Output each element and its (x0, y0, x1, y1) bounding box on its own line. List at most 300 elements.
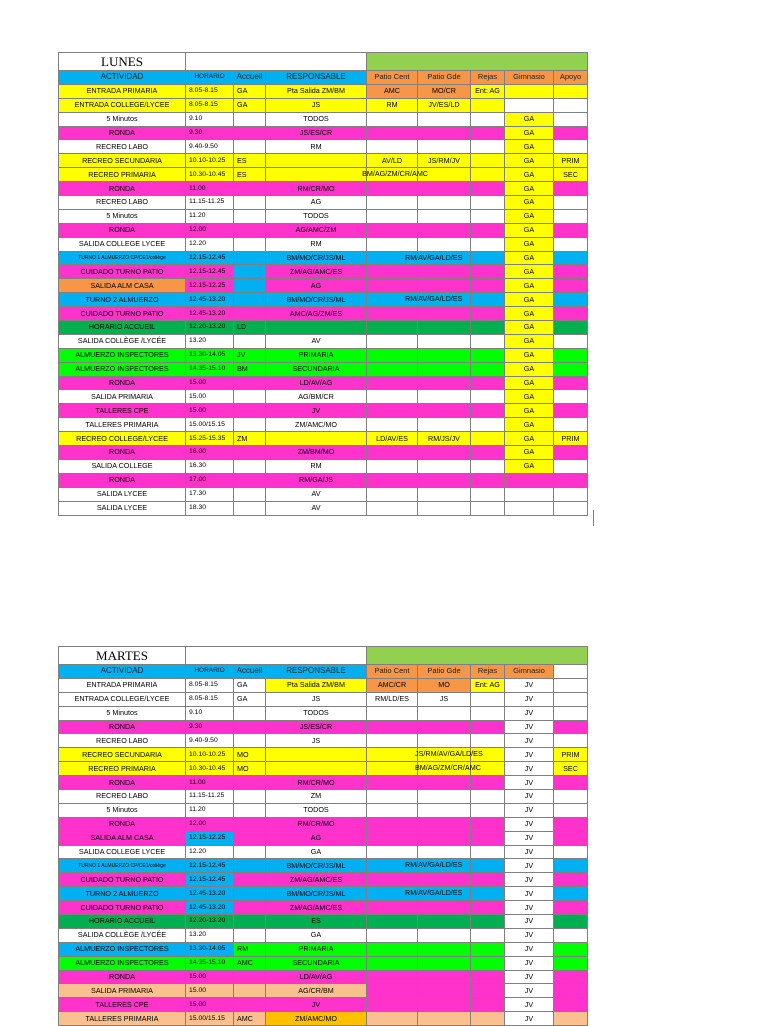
cell-responsible: ZM/AG/AMC/ES (266, 901, 367, 915)
cell-responsible: AG/AMC/ZM (266, 223, 367, 237)
cell-rejas (471, 901, 505, 915)
cell-gimnasio: GA (505, 251, 554, 265)
cell-time: 14.35-15.10 (186, 956, 234, 970)
cell-patio-cent (367, 473, 418, 487)
cell-responsible: ES (266, 915, 367, 929)
cell-responsible: AG (266, 831, 367, 845)
column-header-gimnasio: Gimnasio (505, 665, 554, 679)
cell-gimnasio: JV (505, 776, 554, 790)
cell-time: 8.05-8.15 (186, 678, 234, 692)
table-row (59, 803, 588, 817)
cell-patio-cent (367, 459, 418, 473)
cell-apoyo: PRIM (554, 748, 588, 762)
cell-responsible: AG/BM/CR (266, 390, 367, 404)
cell-activity: ENTRADA PRIMARIA (59, 84, 186, 98)
spanning-text: BM/AG/ZM/CR/AMC (415, 763, 481, 773)
cell-apoyo (554, 678, 588, 692)
spanning-text: JS/RM/AV/GA/LD/ES (415, 749, 483, 759)
cell-accueil: GA (234, 98, 266, 112)
cell-gimnasio: GA (505, 404, 554, 418)
cell-responsible (266, 748, 367, 762)
table-row (59, 748, 588, 762)
cell-responsible: Pta Salida ZM/BM (266, 678, 367, 692)
cell-patio-gde (418, 279, 471, 293)
cell-gimnasio: GA (505, 293, 554, 307)
cell-time: 8.05-8.15 (186, 692, 234, 706)
cell-patio-cent: AV/LD (367, 154, 418, 168)
cell-apoyo (554, 459, 588, 473)
cell-gimnasio: GA (505, 459, 554, 473)
cell-apoyo (554, 720, 588, 734)
cell-accueil (234, 265, 266, 279)
cell-rejas (471, 418, 505, 432)
cell-apoyo (554, 140, 588, 154)
column-header-gimnasio: Gimnasio (505, 71, 554, 85)
cell-gimnasio (505, 501, 554, 515)
cell-patio-gde (418, 182, 471, 196)
cell-time: 15.00 (186, 390, 234, 404)
cell-rejas (471, 984, 505, 998)
cell-rejas (471, 720, 505, 734)
cell-responsible: RM/CR/MO (266, 776, 367, 790)
cell-accueil (234, 182, 266, 196)
cell-accueil: JV (234, 348, 266, 362)
cell-patio-gde (418, 817, 471, 831)
cell-patio-cent (367, 915, 418, 929)
cell-activity: TURNO 2 ALMUERZO (59, 887, 186, 901)
cell-activity: TURNO 1 ALMUERZO CP/CE1/collège (59, 251, 186, 265)
table-row (59, 307, 588, 321)
cell-activity: ALMUERZO INSPECTORES (59, 348, 186, 362)
cell-patio-cent (367, 196, 418, 210)
cell-gimnasio: GA (505, 418, 554, 432)
table-row (59, 678, 588, 692)
cell-accueil (234, 998, 266, 1012)
cell-patio-gde (418, 376, 471, 390)
cell-time: 18.30 (186, 501, 234, 515)
table-row (59, 915, 588, 929)
cell-patio-cent (367, 390, 418, 404)
column-header-responsible: RESPONSABLE (266, 71, 367, 85)
table-row (59, 762, 588, 776)
cell-time: 12.20 (186, 237, 234, 251)
cell-patio-gde (418, 706, 471, 720)
cell-rejas (471, 432, 505, 446)
cell-patio-gde (418, 901, 471, 915)
table-row (59, 998, 588, 1012)
cell-apoyo (554, 98, 588, 112)
cell-accueil (234, 473, 266, 487)
cell-accueil (234, 859, 266, 873)
cell-patio-gde (418, 915, 471, 929)
table-row (59, 459, 588, 473)
cell-accueil (234, 307, 266, 321)
table-row (59, 817, 588, 831)
table-row (59, 209, 588, 223)
cell-accueil (234, 790, 266, 804)
cell-responsible: RM (266, 459, 367, 473)
cell-responsible: ZM/AG/AMC/ES (266, 873, 367, 887)
cell-accueil: BM (234, 362, 266, 376)
cell-apoyo (554, 873, 588, 887)
cell-responsible: JS (266, 98, 367, 112)
cell-time: 12.15-12.45 (186, 265, 234, 279)
cell-gimnasio: GA (505, 112, 554, 126)
cell-accueil (234, 803, 266, 817)
cell-apoyo (554, 418, 588, 432)
cell-accueil (234, 404, 266, 418)
cell-time: 10.10-10.25 (186, 154, 234, 168)
cell-gimnasio: GA (505, 334, 554, 348)
cell-gimnasio: JV (505, 706, 554, 720)
table-row (59, 98, 588, 112)
cell-time: 16.30 (186, 459, 234, 473)
cell-accueil (234, 817, 266, 831)
cell-patio-gde (418, 928, 471, 942)
cell-rejas (471, 998, 505, 1012)
cell-rejas (471, 154, 505, 168)
column-header-time: HORARIO (186, 665, 234, 679)
lunes-table (58, 52, 588, 516)
cell-responsible: BM/MO/CR/JS/ML (266, 887, 367, 901)
cell-patio-cent (367, 182, 418, 196)
cell-responsible: TODOS (266, 209, 367, 223)
cell-time: 15.00 (186, 984, 234, 998)
cell-rejas (471, 446, 505, 460)
cell-patio-cent (367, 404, 418, 418)
cell-time: 9.10 (186, 112, 234, 126)
cell-apoyo (554, 984, 588, 998)
cell-time: 17.30 (186, 487, 234, 501)
cell-time: 16.00 (186, 446, 234, 460)
cell-activity: SALIDA COLLÈGE /LYCÉE (59, 334, 186, 348)
cell-time: 11.20 (186, 803, 234, 817)
table-row (59, 859, 588, 873)
cell-gimnasio (505, 473, 554, 487)
cell-apoyo (554, 942, 588, 956)
cell-apoyo (554, 334, 588, 348)
cell-accueil (234, 845, 266, 859)
cell-activity: TURNO 1 ALMUERZO CP/CE1/collège (59, 859, 186, 873)
cell-gimnasio: GA (505, 376, 554, 390)
table-row (59, 446, 588, 460)
cell-apoyo (554, 223, 588, 237)
cell-responsible: ZM/AG/AMC/ES (266, 265, 367, 279)
cell-apoyo (554, 182, 588, 196)
cell-apoyo: SEC (554, 762, 588, 776)
cell-time: 12.45-13.20 (186, 307, 234, 321)
cell-rejas (471, 321, 505, 335)
table-row (59, 734, 588, 748)
cell-apoyo (554, 293, 588, 307)
cell-time: 12.45-13.20 (186, 901, 234, 915)
cell-activity: RECREO LABO (59, 196, 186, 210)
cell-time: 12.45-13.20 (186, 293, 234, 307)
spanning-text: RM/AV/GA/LD/ES (405, 252, 463, 262)
cell-responsible: AV (266, 334, 367, 348)
table-row (59, 970, 588, 984)
cell-patio-cent (367, 817, 418, 831)
cell-patio-gde (418, 459, 471, 473)
table-row (59, 984, 588, 998)
cell-apoyo (554, 390, 588, 404)
cell-activity: CUIDADO TURNO PATIO (59, 901, 186, 915)
cell-activity: ALMUERZO INSPECTORES (59, 956, 186, 970)
table-row (59, 112, 588, 126)
cell-time: 8.05-8.15 (186, 98, 234, 112)
cell-gimnasio: GA (505, 321, 554, 335)
cell-responsible: AG/CR/BM (266, 984, 367, 998)
table-row (59, 237, 588, 251)
cell-patio-cent (367, 279, 418, 293)
table-row (59, 279, 588, 293)
cell-accueil (234, 501, 266, 515)
cell-activity: RECREO LABO (59, 790, 186, 804)
cell-time: 12.00 (186, 817, 234, 831)
cell-rejas (471, 956, 505, 970)
table-row (59, 140, 588, 154)
cell-rejas (471, 459, 505, 473)
cell-activity: ALMUERZO INSPECTORES (59, 362, 186, 376)
cell-activity: SALIDA COLLÈGE /LYCÉE (59, 928, 186, 942)
cell-patio-cent (367, 790, 418, 804)
cell-accueil (234, 776, 266, 790)
cell-patio-gde (418, 390, 471, 404)
cell-activity: RECREO SECUNDARIA (59, 748, 186, 762)
cell-activity: RONDA (59, 376, 186, 390)
cell-rejas (471, 196, 505, 210)
cell-rejas (471, 376, 505, 390)
cell-patio-cent (367, 501, 418, 515)
cell-accueil (234, 887, 266, 901)
table-row (59, 376, 588, 390)
cell-time: 9.40-9.50 (186, 734, 234, 748)
table-row (59, 720, 588, 734)
cell-time: 9.40-9.50 (186, 140, 234, 154)
cell-rejas (471, 112, 505, 126)
cell-rejas (471, 706, 505, 720)
cell-patio-gde (418, 998, 471, 1012)
cell-responsible: BM/MO/CR/JS/ML (266, 251, 367, 265)
cell-patio-cent: LD/AV/ES (367, 432, 418, 446)
cell-apoyo (554, 446, 588, 460)
cell-patio-cent (367, 803, 418, 817)
cell-gimnasio: JV (505, 817, 554, 831)
cell-gimnasio: GA (505, 196, 554, 210)
table-row (59, 293, 588, 307)
cell-rejas (471, 845, 505, 859)
cell-responsible: PRIMARIA (266, 348, 367, 362)
cell-activity: SALIDA LYCEE (59, 501, 186, 515)
table-row (59, 501, 588, 515)
cell-accueil (234, 970, 266, 984)
cell-patio-cent (367, 223, 418, 237)
cell-gimnasio: GA (505, 140, 554, 154)
cell-apoyo (554, 776, 588, 790)
cell-apoyo (554, 279, 588, 293)
cell-responsible: JS (266, 692, 367, 706)
cell-patio-gde (418, 418, 471, 432)
cell-time: 15.00 (186, 404, 234, 418)
cell-responsible (266, 321, 367, 335)
cell-gimnasio: GA (505, 126, 554, 140)
lunes-right-border (593, 510, 594, 526)
cell-accueil (234, 196, 266, 210)
cell-rejas (471, 817, 505, 831)
cell-apoyo (554, 859, 588, 873)
cell-activity: HORARIO ACCUEIL (59, 321, 186, 335)
cell-gimnasio: GA (505, 348, 554, 362)
cell-responsible: ZM/BM/MO (266, 446, 367, 460)
cell-time: 15.00 (186, 376, 234, 390)
day-title: MARTES (59, 647, 186, 665)
cell-activity: TURNO 2 ALMUERZO (59, 293, 186, 307)
cell-time: 11.15-11.25 (186, 790, 234, 804)
table-row (59, 223, 588, 237)
table-row (59, 404, 588, 418)
cell-rejas (471, 915, 505, 929)
cell-activity: ALMUERZO INSPECTORES (59, 942, 186, 956)
cell-patio-cent (367, 293, 463, 307)
cell-time: 11.00 (186, 776, 234, 790)
cell-accueil (234, 140, 266, 154)
cell-responsible: TODOS (266, 803, 367, 817)
cell-patio-cent (367, 307, 418, 321)
cell-accueil (234, 720, 266, 734)
cell-responsible (266, 154, 367, 168)
cell-activity: SALIDA ALM CASA (59, 831, 186, 845)
table-row (59, 418, 588, 432)
cell-patio-gde (418, 734, 471, 748)
cell-gimnasio: JV (505, 942, 554, 956)
cell-responsible (266, 168, 428, 182)
cell-rejas (471, 209, 505, 223)
cell-responsible: SECUNDARIA (266, 362, 367, 376)
cell-responsible: AG (266, 279, 367, 293)
cell-accueil (234, 223, 266, 237)
cell-patio-cent (367, 265, 418, 279)
cell-patio-cent (367, 901, 418, 915)
cell-patio-cent (367, 140, 418, 154)
cell-responsible: RM (266, 140, 367, 154)
cell-gimnasio: JV (505, 1012, 554, 1026)
cell-patio-cent (367, 126, 418, 140)
cell-patio-gde (418, 307, 471, 321)
cell-patio-cent (367, 887, 463, 901)
cell-activity: ENTRADA COLLEGE/LYCEE (59, 98, 186, 112)
cell-responsible: RM/CR/MO (266, 817, 367, 831)
cell-patio-cent (367, 734, 418, 748)
cell-patio-cent (367, 762, 481, 776)
cell-rejas (471, 390, 505, 404)
cell-time: 12.15-12.45 (186, 251, 234, 265)
cell-time: 12.45-13.20 (186, 887, 234, 901)
cell-responsible: BM/MO/CR/JS/ML (266, 859, 367, 873)
cell-time: 11.00 (186, 182, 234, 196)
cell-rejas (471, 873, 505, 887)
cell-apoyo: PRIM (554, 432, 588, 446)
cell-time: 13.30-14.05 (186, 348, 234, 362)
cell-patio-gde: JV/ES/LD (418, 98, 471, 112)
cell-patio-cent (367, 873, 418, 887)
cell-patio-cent (367, 446, 418, 460)
cell-patio-cent (367, 845, 418, 859)
cell-apoyo (554, 307, 588, 321)
cell-accueil (234, 928, 266, 942)
cell-accueil: ZM (234, 432, 266, 446)
table-row (59, 154, 588, 168)
cell-apoyo (554, 84, 588, 98)
cell-rejas (471, 307, 505, 321)
cell-patio-gde (418, 196, 471, 210)
cell-accueil (234, 706, 266, 720)
cell-time: 12.20 (186, 845, 234, 859)
cell-rejas (471, 237, 505, 251)
cell-gimnasio: JV (505, 678, 554, 692)
cell-patio-cent (367, 209, 418, 223)
cell-accueil (234, 390, 266, 404)
cell-rejas (471, 348, 505, 362)
cell-time: 15.00 (186, 970, 234, 984)
cell-patio-cent (367, 720, 418, 734)
cell-rejas (471, 859, 505, 873)
cell-accueil: RM (234, 942, 266, 956)
day-title: LUNES (59, 53, 186, 71)
cell-patio-gde (418, 487, 471, 501)
cell-accueil: AMC (234, 956, 266, 970)
cell-activity: RECREO PRIMARIA (59, 762, 186, 776)
cell-patio-gde (418, 321, 471, 335)
cell-patio-cent (367, 487, 418, 501)
cell-gimnasio: JV (505, 859, 554, 873)
cell-gimnasio: JV (505, 748, 554, 762)
cell-time: 10.10-10.25 (186, 748, 234, 762)
cell-accueil: AMC (234, 1012, 266, 1026)
cell-time: 11.15-11.25 (186, 196, 234, 210)
cell-time: 14.35-15.10 (186, 362, 234, 376)
cell-patio-cent (367, 362, 418, 376)
cell-responsible (266, 762, 367, 776)
cell-patio-gde (418, 803, 471, 817)
cell-responsible: RM/CR/MO (266, 182, 367, 196)
cell-patio-cent (367, 706, 418, 720)
table-row (59, 845, 588, 859)
cell-patio-gde (418, 404, 471, 418)
cell-activity: RECREO SECUNDARIA (59, 154, 186, 168)
cell-activity: TALLERES CPE (59, 998, 186, 1012)
cell-apoyo (554, 915, 588, 929)
cell-gimnasio: JV (505, 998, 554, 1012)
cell-patio-gde: RM/JS/JV (418, 432, 471, 446)
cell-rejas: Ent: AG (471, 84, 505, 98)
table-row (59, 362, 588, 376)
cell-rejas (471, 692, 505, 706)
cell-accueil (234, 126, 266, 140)
cell-patio-cent: RM (367, 98, 418, 112)
cell-time: 12.00 (186, 223, 234, 237)
table-row (59, 390, 588, 404)
cell-activity: 5 Minutos (59, 803, 186, 817)
cell-patio-cent (367, 956, 418, 970)
column-header-apoyo: Apoyo (554, 71, 588, 85)
table-row (59, 348, 588, 362)
cell-rejas (471, 803, 505, 817)
cell-rejas (471, 362, 505, 376)
cell-time: 12.15-12.25 (186, 831, 234, 845)
cell-rejas (471, 182, 505, 196)
cell-rejas (471, 223, 505, 237)
cell-apoyo (554, 251, 588, 265)
